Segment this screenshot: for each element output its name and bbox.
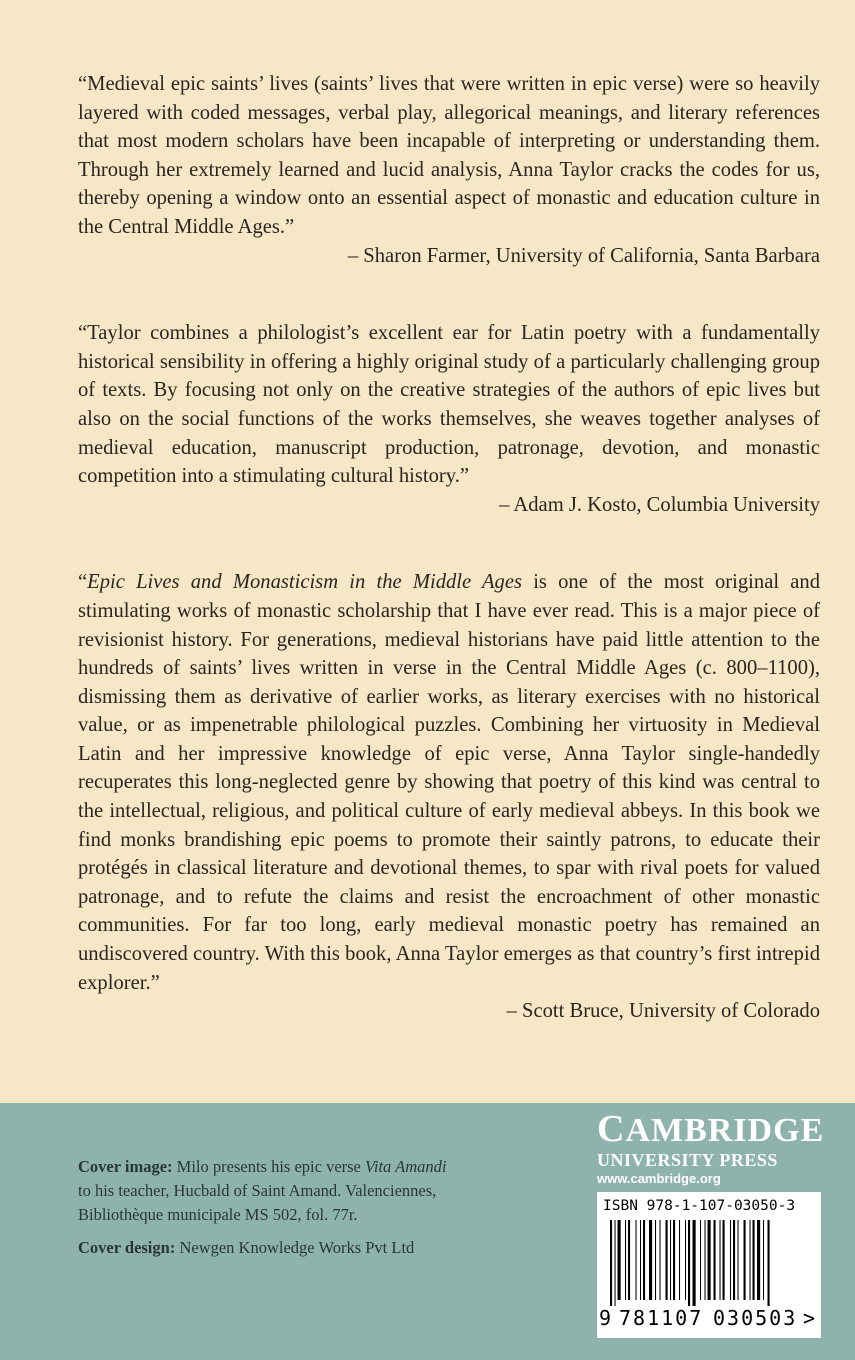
publisher-url: www.cambridge.org (597, 1171, 721, 1186)
barcode-bars (609, 1220, 809, 1306)
barcode-bar (618, 1220, 621, 1300)
barcode-bar (700, 1220, 701, 1300)
barcode (597, 1192, 821, 1338)
barcode-digits-right: 030503 (713, 1306, 798, 1330)
barcode-bar (693, 1220, 696, 1306)
barcode-bar (636, 1220, 637, 1300)
cover-design-label: Cover design: (78, 1238, 176, 1257)
barcode-bar (655, 1220, 656, 1300)
quote-1 (78, 70, 820, 270)
barcode-bar (660, 1220, 661, 1300)
quote-2-attribution: – Adam J. Kosto, Columbia University (499, 493, 820, 516)
barcode-bar (649, 1220, 652, 1300)
isbn-label: ISBN 978-1-107-03050-3 (603, 1198, 796, 1214)
barcode-bar (666, 1220, 668, 1300)
barcode-bar (757, 1220, 760, 1300)
barcode-bar (750, 1220, 751, 1300)
quote-3-attribution: – Scott Bruce, University of Colorado (506, 1000, 820, 1023)
footer-panel (0, 1103, 855, 1360)
quote-1-attribution: – Sharon Farmer, University of California, Santa Barbara (347, 244, 820, 267)
cover-credits (78, 1155, 458, 1269)
cover-design-text: Newgen Knowledge Works Pvt Ltd (175, 1238, 415, 1257)
barcode-bar (679, 1220, 680, 1300)
barcode-bar (763, 1220, 764, 1300)
barcode-bar (610, 1220, 612, 1306)
quote-2-text: “Taylor combines a philologist’s excellent ear for Latin poetry with a fundamentally historical sensibility in offering a highly original study of a particularly challenging group of texts. By focusing not only on the creative strategies of the authors of epic lives but also on the social functions of the works themselves, she weaves together analyses of medieval education, manuscript production, patronage, devotion, and monastic competition into a stimulating cultural history.” (78, 322, 820, 488)
barcode-bar (723, 1220, 725, 1300)
barcode-bar (714, 1220, 716, 1300)
barcode-bar (733, 1220, 735, 1300)
cover-image-credit (78, 1155, 458, 1227)
publisher-name (597, 1108, 825, 1150)
barcode-bar (640, 1220, 641, 1300)
barcode-bar (615, 1220, 616, 1306)
cover-image-label: Cover image: (78, 1157, 173, 1176)
barcode-digits (597, 1306, 821, 1336)
barcode-bar (625, 1220, 626, 1300)
barcode-bar (643, 1220, 645, 1300)
barcode-bar (705, 1220, 706, 1300)
publisher-press: UNIVERSITY PRESS (597, 1150, 778, 1170)
barcode-digit-first: 9 (599, 1306, 612, 1330)
quote-3-open-mark: “ (78, 571, 88, 594)
quote-1-text: “Medieval epic saints’ lives (saints’ lives that were written in epic verse) were so heavily layered with coded messages, verbal play, allegorical meanings, and literary references that most modern scholars have been incapable of interpreting or understanding them. Through her extremely learned and lucid analysis, Anna Taylor cracks the codes for us, thereby opening a window onto an essential aspect of monastic and education culture in the Central Middle Ages.” (78, 73, 820, 238)
barcode-bar (768, 1220, 770, 1306)
quote-3-text (78, 568, 820, 997)
cover-design-credit (78, 1236, 458, 1260)
cover-image-text-a: Milo presents his epic verse (172, 1157, 366, 1176)
book-title: Epic Lives and Monasticism in the Middle Ages (87, 571, 523, 594)
publisher-name-rest: AMBRIDGE (625, 1112, 825, 1149)
quote-list (78, 70, 820, 1026)
quote-2 (78, 319, 820, 519)
barcode-bar (738, 1220, 739, 1300)
barcode-bar (744, 1220, 746, 1300)
barcode-bar (753, 1220, 755, 1300)
cover-image-italic: Vita Amandi (365, 1157, 447, 1176)
barcode-bar (628, 1220, 630, 1300)
barcode-bar (688, 1220, 690, 1306)
publisher-name-initial: C (597, 1108, 626, 1150)
barcode-bar (685, 1220, 686, 1300)
barcode-arrow: > (803, 1306, 816, 1330)
barcode-bar (708, 1220, 711, 1300)
barcode-bar (720, 1220, 721, 1300)
quote-3 (78, 568, 820, 1026)
barcode-bar (730, 1220, 731, 1300)
barcode-digits-left: 781107 (619, 1306, 704, 1330)
cover-image-text-b: to his teacher, Hucbald of Saint Amand. Valenciennes, Bibliothèque municipale MS 502, fol. 77r. (78, 1181, 437, 1224)
barcode-bar (673, 1220, 675, 1300)
barcode-bar (670, 1220, 671, 1300)
quote-3-body: is one of the most original and stimulating works of monastic scholarship that I have ever read. This is a major piece of revisionist history. For generations, medieval historians have paid little attention to the hundreds of saints’ lives written in verse in the Central Middle Ages (c. 800–1100), dismissing them as derivative of earlier works, as literary exercises with no historical value, or as impenetrable philological puzzles. Combining her virtuosity in Medieval Latin and her impressive knowledge of epic verse, Anna Taylor single-handedly recuperates this long-neglected genre by showing that poetry of this kind was central to the intellectual, religious, and political culture of early medieval abbeys. In this book we find monks brandishing epic poems to promote their saintly patrons, to educate their protégés in classical literature and devotional themes, to spar with rival poets for valued patronage, and to refute the claims and resist the encroachment of other monastic communities. For far too long, early medieval monastic poetry has remained an undiscovered country. With this book, Anna Taylor emerges as that country’s first intrepid explorer.” (78, 571, 820, 994)
publisher-logo (597, 1108, 825, 1188)
